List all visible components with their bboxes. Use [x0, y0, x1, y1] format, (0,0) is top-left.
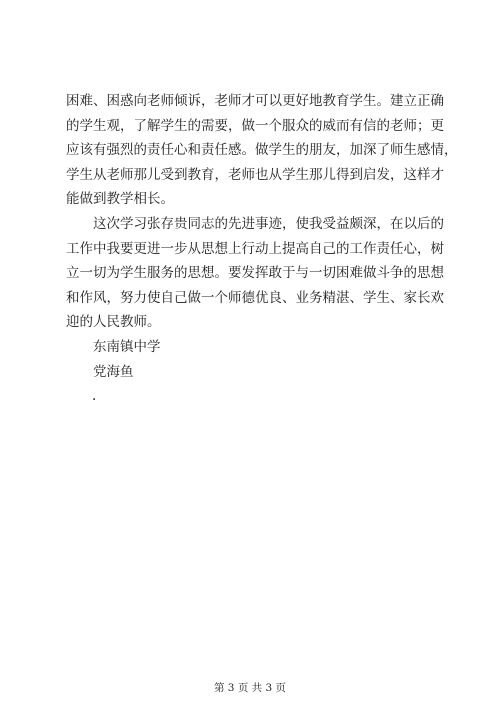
school-name: 东南镇中学	[93, 338, 161, 355]
paragraph1-line-4: 学生从老师那儿受到教育，老师也从学生那儿得到启发，这样才	[66, 166, 444, 183]
paragraph2-line-4: 和作风，努力使自己做一个师德优良、业务精湛、学生、家长欢	[66, 289, 444, 306]
paragraph2-line-2: 工作中我要更进一步从思想上行动上提高自己的工作责任心，树	[66, 240, 444, 257]
page-number-label: 第 3 页 共 3 页	[213, 682, 287, 694]
paragraph2-line-1: 这次学习张存贵同志的先进事迹，使我受益颇深，在以后的	[93, 215, 444, 232]
paragraph1-line-5: 能做到教学相长。	[66, 191, 174, 208]
paragraph2-line-5: 迎的人民教师。	[66, 314, 161, 331]
paragraph1-line-1: 困难、困惑向老师倾诉，老师才可以更好地教育学生。建立正确	[66, 93, 444, 109]
paragraph1-line-3: 应该有强烈的责任心和责任感。做学生的朋友，加深了师生感情，	[66, 142, 458, 159]
paragraph2-line-3: 立一切为学生服务的思想。要发挥敢于与一切困难做斗争的思想	[66, 265, 444, 282]
page-footer	[0, 680, 500, 695]
document-body	[66, 89, 458, 409]
author-name: 党海鱼	[93, 363, 134, 380]
trailing-mark: .	[92, 388, 97, 405]
paragraph1-line-2: 的学生观，了解学生的需要，做一个服众的威而有信的老师；更	[66, 117, 444, 134]
